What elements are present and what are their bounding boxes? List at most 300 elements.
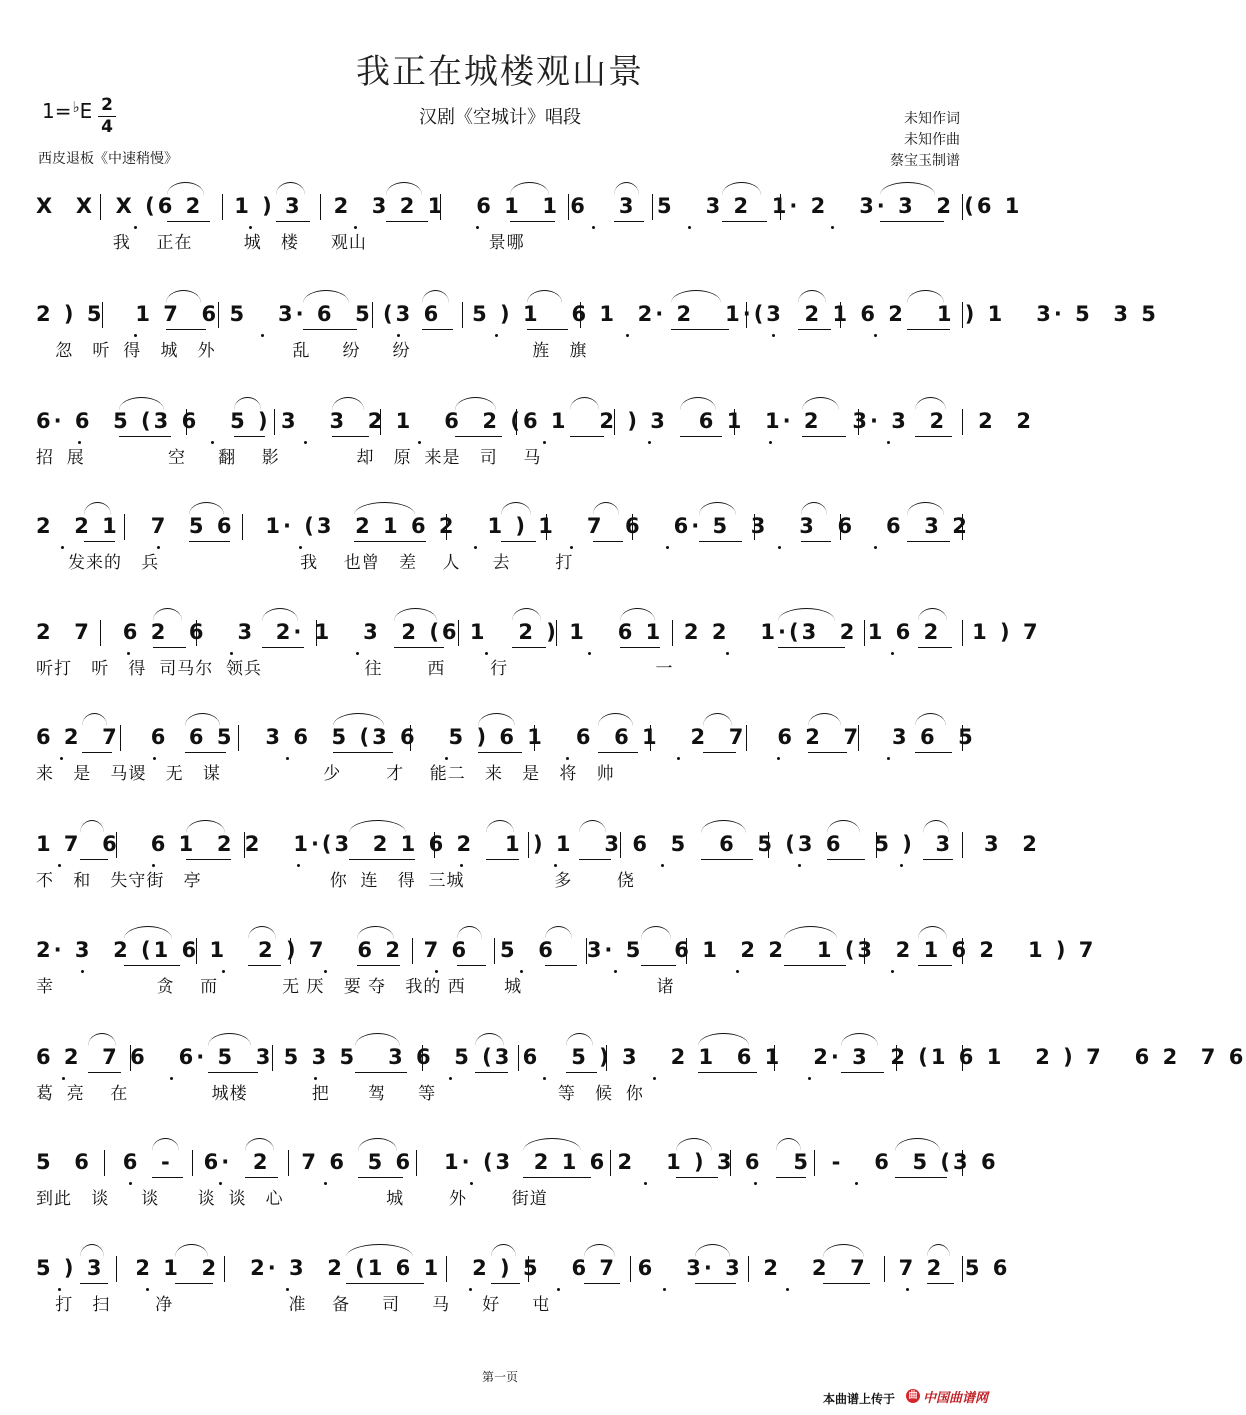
octave-dot <box>153 757 156 760</box>
beam-line <box>918 647 952 648</box>
beam-line <box>841 1072 884 1073</box>
bar-line <box>556 620 557 646</box>
octave-dot <box>314 1077 317 1080</box>
tie-arc <box>486 820 514 833</box>
bar-line <box>192 1150 193 1176</box>
beam-line <box>234 436 265 437</box>
site-logo <box>906 1386 988 1406</box>
octave-dot <box>134 226 137 229</box>
bar-line <box>814 1150 815 1176</box>
beam-line <box>262 647 304 648</box>
tie-arc <box>918 926 947 939</box>
tie-arc <box>823 1244 864 1257</box>
score-row <box>0 826 1040 906</box>
octave-dot <box>304 441 307 444</box>
tie-arc <box>523 1138 581 1151</box>
bar-line <box>896 1045 897 1071</box>
tie-arc <box>422 290 449 303</box>
bar-line <box>686 938 687 964</box>
beam-line <box>84 541 115 542</box>
octave-dot <box>688 226 691 229</box>
octave-dot <box>874 334 877 337</box>
tie-arc <box>166 290 201 303</box>
tie-arc <box>545 926 573 939</box>
beam-line <box>80 1283 108 1284</box>
bar-line <box>196 938 197 964</box>
beam-line <box>119 436 172 437</box>
tie-arc <box>457 926 482 939</box>
bar-line <box>104 1150 105 1176</box>
tie-arc <box>593 502 619 515</box>
octave-dot <box>297 864 300 867</box>
bar-line <box>864 620 865 646</box>
beam-line <box>784 965 846 966</box>
beam-line <box>915 436 951 437</box>
beam-line <box>802 436 845 437</box>
beam-line <box>394 647 444 648</box>
bar-line <box>116 1256 117 1282</box>
octave-dot <box>445 757 448 760</box>
beam-line <box>895 1177 947 1178</box>
beam-line <box>349 859 416 860</box>
bar-line <box>746 302 747 328</box>
bar-line <box>186 409 187 435</box>
tie-arc <box>245 1138 274 1151</box>
tie-arc <box>186 820 224 833</box>
bar-line <box>652 194 653 220</box>
bar-line <box>746 725 747 751</box>
bar-line <box>962 725 963 751</box>
beam-line <box>346 1283 424 1284</box>
bar-line <box>614 409 615 435</box>
octave-dot <box>592 226 595 229</box>
bar-line <box>884 1256 885 1282</box>
bar-line <box>100 194 101 220</box>
tie-arc <box>776 1138 801 1151</box>
tie-arc <box>512 608 541 621</box>
octave-dot <box>566 757 569 760</box>
time-top: 2 <box>101 95 113 115</box>
tie-arc <box>303 290 349 303</box>
beam-line <box>570 436 604 437</box>
octave-dot <box>777 757 780 760</box>
bar-line <box>102 302 103 328</box>
beam-line <box>680 436 722 437</box>
octave-dot <box>661 864 664 867</box>
score-row <box>0 188 1023 268</box>
tie-arc <box>918 608 947 621</box>
beam-line <box>614 221 643 222</box>
bar-line <box>620 832 621 858</box>
tie-arc <box>566 1033 592 1046</box>
tie-arc <box>234 397 260 410</box>
notation-line: X X X (6 2 1 ) 3 2 3 2 1 6 1 1 6 3 5 3 2 1· 2 3· 3 2 (6 1 <box>36 194 1023 218</box>
key-prefix: 1= <box>42 99 72 123</box>
tie-arc <box>84 502 110 515</box>
beam-line <box>918 965 952 966</box>
octave-dot <box>831 226 834 229</box>
time-bottom: 4 <box>101 117 113 137</box>
tie-arc <box>332 397 364 410</box>
beam-line <box>185 752 226 753</box>
bar-line <box>446 1256 447 1282</box>
lyric-line: 幸 贪 而 无 厌 要 夺 我的 西 城 诸 <box>36 977 675 997</box>
bar-line <box>196 620 197 646</box>
octave-dot <box>211 441 214 444</box>
beam-line <box>593 541 623 542</box>
beam-line <box>175 1283 213 1284</box>
tie-arc <box>784 926 837 939</box>
score-row <box>0 508 1000 588</box>
bar-line <box>416 1150 417 1176</box>
tie-arc <box>880 182 935 195</box>
tie-arc <box>827 820 859 833</box>
bar-line <box>546 514 547 540</box>
octave-dot <box>127 652 130 655</box>
tie-arc <box>153 608 182 621</box>
arranger-credit: 蔡宝玉制谱 <box>890 153 960 169</box>
beam-line <box>579 859 611 860</box>
beam-line <box>808 752 847 753</box>
bar-line <box>434 832 435 858</box>
tie-arc <box>801 502 827 515</box>
tie-arc <box>915 713 946 726</box>
lyric-line: 我 正在 城 楼 观山 景哪 <box>36 233 525 253</box>
octave-dot <box>663 1288 666 1291</box>
octave-dot <box>554 864 557 867</box>
beam-line <box>907 329 950 330</box>
tie-arc <box>349 820 406 833</box>
tie-arc <box>895 1138 939 1151</box>
beam-line <box>510 221 555 222</box>
beam-line <box>545 965 577 966</box>
lyric-line: 来 是 马谡 无 谋 少 才 能二 来 是 将 帅 <box>36 764 615 784</box>
beam-line <box>512 647 546 648</box>
beam-line <box>455 436 503 437</box>
bar-line <box>962 194 963 220</box>
beam-line <box>676 1177 718 1178</box>
octave-dot <box>129 1182 132 1185</box>
tie-arc <box>915 397 946 410</box>
octave-dot <box>855 1182 858 1185</box>
beam-line <box>248 965 281 966</box>
lyric-line: 发来的 兵 我 也曾 差 人 去 打 <box>36 553 574 573</box>
octave-dot <box>808 1077 811 1080</box>
score-row <box>0 1039 1246 1119</box>
bar-line <box>962 1045 963 1071</box>
tie-arc <box>82 713 107 726</box>
beam-line <box>703 752 737 753</box>
tie-arc <box>119 397 164 410</box>
tie-arc <box>346 1244 413 1257</box>
bar-line <box>218 302 219 328</box>
tie-arc <box>455 397 496 410</box>
tie-arc <box>907 502 944 515</box>
octave-dot <box>474 546 477 549</box>
score-row <box>0 403 1034 483</box>
bar-line <box>748 1256 749 1282</box>
site-logo-icon: 曲 <box>906 1389 920 1403</box>
octave-dot <box>772 334 775 337</box>
bar-line <box>422 1045 423 1071</box>
bar-line <box>410 725 411 751</box>
octave-dot <box>219 1182 222 1185</box>
octave-dot <box>726 652 729 655</box>
tie-arc <box>579 820 607 833</box>
tie-arc <box>333 713 385 726</box>
octave-dot <box>557 1288 560 1291</box>
bar-line <box>610 1150 611 1176</box>
bar-line <box>568 194 569 220</box>
octave-dot <box>891 652 894 655</box>
tie-arc <box>208 1033 251 1046</box>
tie-arc <box>907 290 944 303</box>
bar-line <box>632 514 633 540</box>
octave-dot <box>570 546 573 549</box>
beam-line <box>827 859 865 860</box>
beam-line <box>354 541 425 542</box>
beam-line <box>698 1072 757 1073</box>
beam-line <box>186 859 231 860</box>
octave-dot <box>485 652 488 655</box>
beam-line <box>332 436 369 437</box>
beam-line <box>598 752 639 753</box>
octave-dot <box>261 334 264 337</box>
beam-line <box>422 329 454 330</box>
bar-line <box>534 725 535 751</box>
octave-dot <box>653 1077 656 1080</box>
bar-line <box>316 620 317 646</box>
beam-line <box>276 221 310 222</box>
beam-line <box>303 329 357 330</box>
bar-line <box>462 302 463 328</box>
beam-line <box>880 221 944 222</box>
octave-dot <box>495 334 498 337</box>
octave-dot <box>356 652 359 655</box>
bar-line <box>962 938 963 964</box>
bar-line <box>124 514 125 540</box>
score-row <box>0 1144 1000 1224</box>
bar-line <box>580 302 581 328</box>
octave-dot <box>61 546 64 549</box>
octave-dot <box>249 226 252 229</box>
beam-line <box>584 1283 620 1284</box>
composer-credit: 未知作曲 <box>904 132 960 148</box>
bar-line <box>730 1150 731 1176</box>
beam-line <box>699 541 742 542</box>
flat-sign: ♭ <box>72 98 80 116</box>
octave-dot <box>626 334 629 337</box>
bar-line <box>962 1256 963 1282</box>
notation-line: 2 ) 5 1 7 6 5 3· 6 5 (3 6 5 ) 1 6 1 2· 2 1·(3 2 1 6 2 1 ) 1 3· 5 3 5 <box>36 302 1159 326</box>
octave-dot <box>78 441 81 444</box>
notation-line: 2· 3 2 (1 6 1 2 ) 7 6 2 7 6 5 6 3· 5 6 1 2 2 1 (3 2 1 6 2 1 ) 7 <box>36 938 1097 962</box>
score-row <box>0 614 1041 694</box>
beam-line <box>358 1177 403 1178</box>
bar-line <box>458 620 459 646</box>
tie-arc <box>584 1244 615 1257</box>
octave-dot <box>62 1077 65 1080</box>
bar-line <box>962 832 963 858</box>
bar-line <box>372 302 373 328</box>
lyric-line: 招 展 空 翻 影 却 原 来是 司 马 <box>36 448 542 468</box>
tie-arc <box>927 1244 950 1257</box>
octave-dot <box>354 226 357 229</box>
beam-line <box>357 965 400 966</box>
beam-line <box>152 1177 183 1178</box>
tie-arc <box>570 397 599 410</box>
bar-line <box>962 409 963 435</box>
tie-arc <box>923 820 949 833</box>
beam-line <box>501 541 536 542</box>
tie-arc <box>527 290 562 303</box>
octave-dot <box>286 757 289 760</box>
tie-arc <box>641 926 671 939</box>
site-logo-text: 中国曲谱网 <box>922 1390 988 1406</box>
tie-arc <box>80 1244 104 1257</box>
octave-dot <box>81 970 84 973</box>
lyric-line: 到此 谈 谈 谈 谈 心 城 外 街道 <box>36 1189 548 1209</box>
bar-line <box>120 725 121 751</box>
octave-dot <box>736 970 739 973</box>
tie-arc <box>491 1244 516 1257</box>
bar-line <box>516 409 517 435</box>
beam-line <box>491 1283 520 1284</box>
bar-line <box>864 938 865 964</box>
tie-arc <box>676 1138 712 1151</box>
octave-dot <box>887 441 890 444</box>
tie-arc <box>695 1244 730 1257</box>
bar-line <box>774 1045 775 1071</box>
bar-line <box>858 409 859 435</box>
bar-line <box>100 620 101 646</box>
bar-line <box>518 1045 519 1071</box>
beam-line <box>695 1283 736 1284</box>
bar-line <box>528 832 529 858</box>
beam-line <box>620 647 661 648</box>
tie-arc <box>701 820 745 833</box>
tie-arc <box>703 713 732 726</box>
octave-dot <box>152 864 155 867</box>
octave-dot <box>798 864 801 867</box>
octave-dot <box>648 441 651 444</box>
tie-arc <box>276 182 305 195</box>
octave-dot <box>887 757 890 760</box>
subtitle: 汉剧《空城计》唱段 <box>419 107 581 128</box>
tie-arc <box>722 182 760 195</box>
beam-line <box>80 859 108 860</box>
tie-arc <box>699 502 736 515</box>
bar-line <box>840 514 841 540</box>
bar-line <box>272 1045 273 1071</box>
octave-dot <box>906 1288 909 1291</box>
bar-line <box>380 409 381 435</box>
bar-line <box>412 938 413 964</box>
beam-line <box>527 329 568 330</box>
bar-line <box>780 194 781 220</box>
tie-arc <box>778 608 836 621</box>
lyric-line: 打 扫 净 准 备 司 马 好 屯 <box>36 1295 551 1315</box>
tie-arc <box>189 502 224 515</box>
bar-line <box>446 514 447 540</box>
beam-line <box>486 859 519 860</box>
octave-dot <box>460 864 463 867</box>
beam-line <box>915 752 951 753</box>
beam-line <box>355 1072 408 1073</box>
tie-arc <box>80 820 104 833</box>
octave-dot <box>470 1182 473 1185</box>
octave-dot <box>170 1077 173 1080</box>
notation-line: 2 7 6 2 6 3 2· 1 3 2 (6 1 2 ) 1 6 1 2 2 1·(3 2 1 6 2 1 ) 7 <box>36 620 1041 644</box>
beam-line <box>823 1283 871 1284</box>
notation-line: 5 ) 3 2 1 2 2· 3 2 (1 6 1 2 ) 5 6 7 6 3· 3 2 2 7 7 2 5 6 <box>36 1256 1011 1280</box>
bar-line <box>754 514 755 540</box>
score-row <box>0 719 1000 799</box>
tie-arc <box>598 713 633 726</box>
beam-line <box>801 541 831 542</box>
tie-arc <box>798 290 826 303</box>
beam-line <box>798 329 831 330</box>
beam-line <box>189 541 230 542</box>
octave-dot <box>324 1182 327 1185</box>
beam-line <box>208 1072 258 1073</box>
tie-arc <box>152 1138 178 1151</box>
octave-dot <box>476 226 479 229</box>
tie-arc <box>501 502 531 515</box>
octave-dot <box>891 970 894 973</box>
bar-line <box>244 832 245 858</box>
octave-dot <box>418 441 421 444</box>
bar-line <box>962 1150 963 1176</box>
tie-arc <box>620 608 655 621</box>
bar-line <box>222 194 223 220</box>
octave-dot <box>230 652 233 655</box>
upload-note: 本曲谱上传于 <box>822 1392 895 1406</box>
octave-dot <box>58 864 61 867</box>
octave-dot <box>435 970 438 973</box>
lyricist-credit: 未知作词 <box>904 111 960 127</box>
notation-line: 6 2 7 6 6· 5 3 5 3 5 3 6 5 (3 6 5 ) 3 2 1 6 1 2· 3 2 (1 6 1 2 ) 7 6 2 7 6 <box>36 1045 1246 1069</box>
tie-arc <box>358 1138 396 1151</box>
tie-arc <box>698 1033 748 1046</box>
octave-dot <box>286 1288 289 1291</box>
bar-line <box>242 514 243 540</box>
bar-line <box>290 938 291 964</box>
beam-line <box>927 1283 954 1284</box>
octave-dot <box>543 1077 546 1080</box>
tie-arc <box>671 290 721 303</box>
tie-arc <box>386 182 422 195</box>
octave-dot <box>520 970 523 973</box>
bar-line <box>672 620 673 646</box>
octave-dot <box>324 970 327 973</box>
octave-dot <box>397 334 400 337</box>
bar-line <box>734 409 735 435</box>
octave-dot <box>222 970 225 973</box>
bar-line <box>962 302 963 328</box>
tie-arc <box>394 608 437 621</box>
tie-arc <box>262 608 298 621</box>
notation-line: 2 2 1 7 5 6 1· (3 2 1 6 2 1 ) 1 7 6 6· 5 3 3 6 6 3 2 <box>36 514 970 538</box>
octave-dot <box>786 1288 789 1291</box>
bar-line <box>238 725 239 751</box>
beam-line <box>88 1072 121 1073</box>
tie-arc <box>475 1033 504 1046</box>
beam-line <box>245 1177 279 1178</box>
beam-line <box>778 647 845 648</box>
tie-arc <box>680 397 716 410</box>
tie-arc <box>841 1033 878 1046</box>
